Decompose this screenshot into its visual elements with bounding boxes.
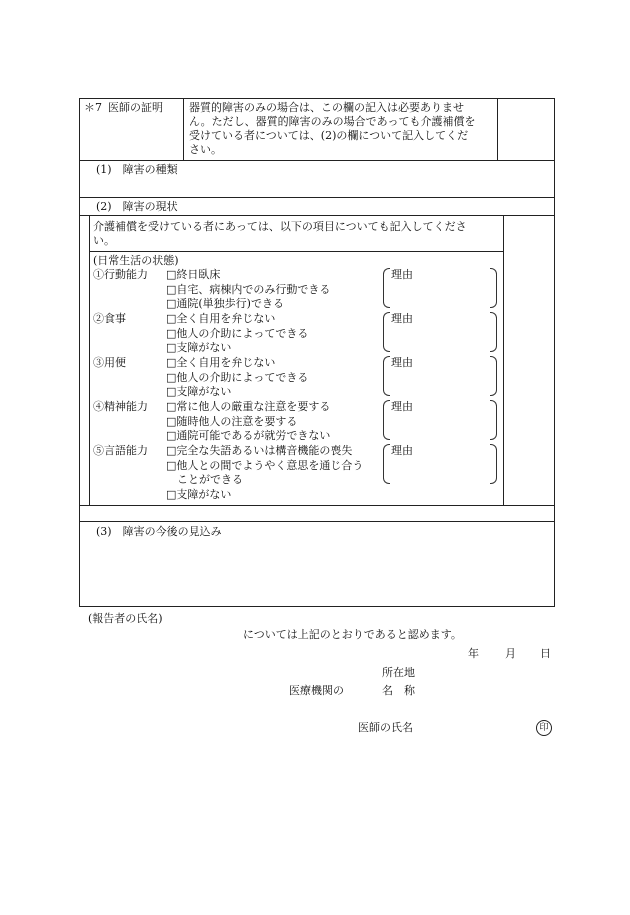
checkbox-option[interactable]: □他人との間でようやく意思を通じ合う — [166, 459, 364, 472]
category-label: ⑤言語能力 — [93, 444, 148, 457]
reason-bracket-left — [383, 356, 390, 396]
s1-bottom-border — [79, 197, 555, 198]
reason-bracket-right — [490, 356, 497, 396]
date-day: 日 — [540, 647, 551, 660]
inner-box-right — [503, 215, 504, 506]
date-year: 年 — [468, 647, 479, 660]
reason-bracket-right — [490, 268, 497, 308]
checkbox-option[interactable]: □全く自用を弁じない — [166, 312, 276, 325]
note-line: 器質的障害のみの場合は、この欄の記入は必要ありませ — [189, 101, 464, 114]
doctor-name-label: 医師の氏名 — [358, 721, 413, 734]
reason-bracket-left — [383, 268, 390, 308]
note-line: ん。ただし、器質的障害のみの場合であっても介護補償を — [189, 115, 476, 128]
category-label: ④精神能力 — [93, 400, 148, 413]
section-prognosis: (3) 障害の今後の見込み — [96, 525, 222, 538]
reason-bracket-left — [383, 312, 390, 352]
category-label: ①行動能力 — [93, 268, 148, 281]
reason-label: 理由 — [391, 444, 413, 457]
checkbox-option[interactable]: □他人の介助によってできる — [166, 327, 309, 340]
checkbox-option[interactable]: □支障がない — [166, 385, 232, 398]
item-number: ＊7 — [84, 101, 102, 114]
s2-bottom-border — [79, 521, 555, 522]
note-line: 受けている者については、(2)の欄について記入してくだ — [189, 129, 469, 142]
reason-label: 理由 — [391, 312, 413, 325]
checkbox-option[interactable]: □自宅、病棟内でのみ行動できる — [166, 283, 331, 296]
inner-box-left — [89, 215, 90, 506]
category-label: ②食事 — [93, 312, 126, 325]
note-line: さい。 — [189, 143, 222, 156]
section-disability-type: (1) 障害の種類 — [96, 163, 178, 176]
checkbox-option[interactable]: □他人の介助によってできる — [166, 371, 309, 384]
checkbox-option[interactable]: □通院(単独歩行)できる — [166, 297, 284, 310]
reporter-name-label: (報告者の氏名) — [88, 612, 163, 625]
certify-text: については上記のとおりであると認めます。 — [243, 628, 462, 641]
table-right-border — [554, 98, 555, 607]
reason-label: 理由 — [391, 268, 413, 281]
institution-name-label: 名 称 — [382, 684, 415, 697]
instruction-divider — [89, 251, 504, 252]
instruction-line: 介護補償を受けている者にあっては、以下の項目についても記入してくださ — [93, 220, 467, 233]
checkbox-option[interactable]: □通院可能であるが就労できない — [166, 429, 331, 442]
s2-label-bottom-border — [79, 215, 555, 216]
institution-label: 医療機関の — [289, 684, 344, 697]
seal-icon: 印 — [536, 720, 552, 736]
checkbox-option[interactable]: □終日臥床 — [166, 268, 221, 281]
category-label: ③用便 — [93, 356, 126, 369]
section-current-state: (2) 障害の現状 — [96, 200, 178, 213]
reason-bracket-left — [383, 400, 390, 440]
reason-bracket-right — [490, 444, 497, 484]
instruction-line: い。 — [93, 234, 115, 247]
checkbox-option[interactable]: □全く自用を弁じない — [166, 356, 276, 369]
checkbox-option[interactable]: □支障がない — [166, 488, 232, 501]
reason-bracket-right — [490, 312, 497, 352]
table-left-border — [79, 98, 80, 607]
date-month: 月 — [505, 647, 516, 660]
reason-bracket-left — [383, 444, 390, 484]
reason-label: 理由 — [391, 400, 413, 413]
inner-box-bottom-border — [79, 505, 555, 506]
reason-bracket-right — [490, 400, 497, 440]
header-bottom-border — [79, 160, 555, 161]
reason-label: 理由 — [391, 356, 413, 369]
checkbox-option[interactable]: □常に他人の厳重な注意を要する — [166, 400, 331, 413]
table-top-border — [79, 98, 555, 99]
address-label: 所在地 — [382, 666, 415, 679]
checkbox-option-continued: ことができる — [166, 473, 243, 486]
daily-life-label: (日常生活の状態) — [93, 254, 179, 267]
header-divider-2 — [497, 98, 498, 161]
checkbox-option[interactable]: □支障がない — [166, 341, 232, 354]
checkbox-option[interactable]: □完全な失語あるいは構音機能の喪失 — [166, 444, 353, 457]
checkbox-option[interactable]: □随時他人の注意を要する — [166, 415, 298, 428]
header-divider-1 — [183, 98, 184, 161]
table-bottom-border — [79, 606, 555, 607]
item-label: 医師の証明 — [108, 101, 163, 114]
